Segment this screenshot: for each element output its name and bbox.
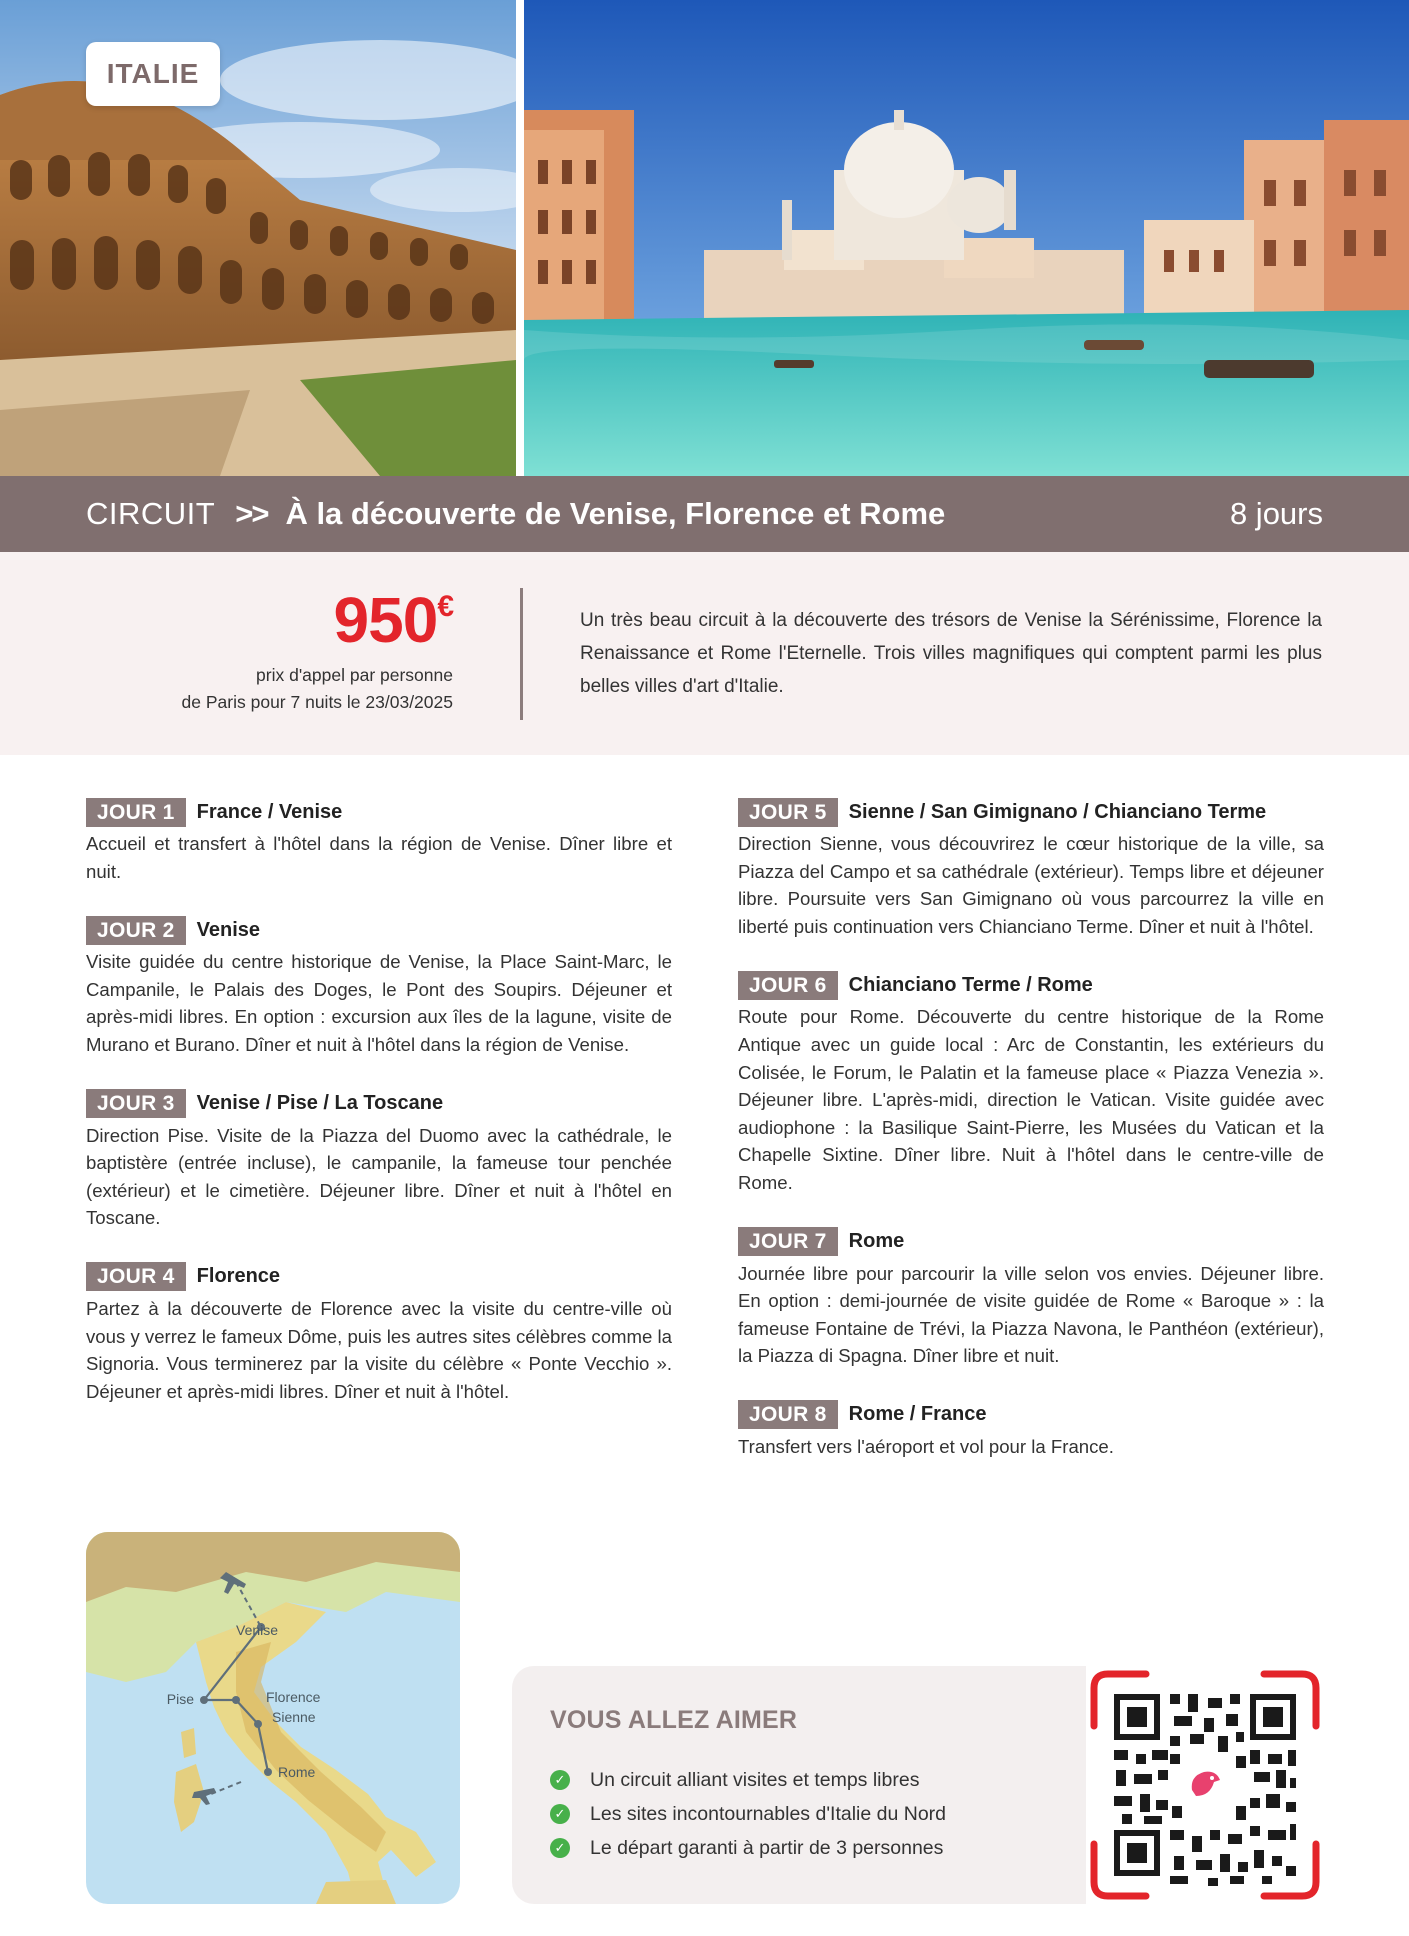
day-text: Direction Sienne, vous découvrirez le cœur historique de la ville, sa Piazza del Campo et sa cathédrale (extérieur). Temps libre et déjeuner libre. Poursuite vers San Gimignano où vous parcourrez la ville en liberté puis continuation vers Chianciano Terme. Dîner et nuit à l'hôtel. (738, 833, 1324, 937)
price-note-line1: prix d'appel par personne (256, 665, 453, 685)
route-map (86, 1532, 460, 1904)
highlight-item (550, 1797, 1092, 1831)
check-icon: ✓ (550, 1804, 570, 1824)
price-block (181, 584, 453, 716)
hero-photos (0, 0, 1409, 476)
colosseum-illustration (0, 0, 516, 476)
highlight-text: Les sites incontournables d'Italie du Nord (590, 1802, 947, 1825)
itinerary-left-column (86, 797, 672, 1435)
day-title: Sienne / San Gimignano / Chianciano Terme (848, 800, 1267, 823)
day-badge: JOUR 6 (738, 971, 838, 1000)
day-text: Journée libre pour parcourir la ville selon vos envies. Déjeuner libre. En option : demi-journée de visite guidée de Rome « Baroque » : la fameuse Fontaine de Trévi, la Piazza Navona, le Panthéon (extérieur), la Piazza di Spagna. Dîner libre et nuit. (738, 1262, 1324, 1367)
day-title: Rome / France (848, 1403, 987, 1426)
day-badge: JOUR 4 (86, 1262, 186, 1291)
highlight-text: Un circuit alliant visites et temps libres (590, 1768, 920, 1791)
day-4 (86, 1262, 672, 1405)
day-title: France / Venise (196, 800, 343, 823)
day-title: Venise (196, 918, 261, 941)
day-6 (738, 970, 1324, 1196)
day-text: Route pour Rome. Découverte du centre historique de la Rome Antique avec un guide local : Arc de Constantin, les extérieurs du Colisée, le Forum, le Palatin et la fameuse place « Piazza Venezia ». Déjeuner libre. L'après-midi, direction le Vatican. Visite guidée avec audiophone : la Basilique Saint-Pierre, les Musées du Vatican et la Chapelle Sixtine. Dîner libre. Nuit à l'hôtel dans le centre-ville de Rome. (738, 1006, 1324, 1193)
price-note (182, 662, 453, 716)
map-label-venise: Venise (236, 1622, 279, 1638)
qr-code-icon[interactable] (1086, 1666, 1324, 1904)
divider (520, 588, 523, 720)
day-1 (86, 797, 672, 885)
day-text: Direction Pise. Visite de la Piazza del Duomo avec la cathédrale, le baptistère (entrée incluse), le campanile, la fameuse tour penchée (extérieur) et le cimetière. Déjeuner libre. Dîner et nuit à l'hôtel en Toscane. (86, 1124, 672, 1229)
venice-photo (524, 0, 1409, 476)
day-badge: JOUR 2 (86, 916, 186, 945)
day-badge: JOUR 1 (86, 798, 186, 827)
trip-duration: 8 jours (1229, 496, 1323, 531)
price-currency: € (437, 590, 453, 623)
price-amount: 950 (333, 584, 438, 656)
day-5 (738, 797, 1324, 940)
itinerary-right-column (738, 797, 1324, 1491)
day-text: Visite guidée du centre historique de Venise, la Place Saint-Marc, le Campanile, le Palais des Doges, le Pont des Soupirs. Déjeuner et après-midi libres. En option : excursion aux îles de la lagune, visite de Murano et Burano. Dîner et nuit à l'hôtel dans la région de Venise. (86, 951, 672, 1055)
day-text: Transfert vers l'aéroport et vol pour la France. (738, 1435, 1114, 1457)
day-title: Rome (848, 1230, 905, 1253)
day-text: Partez à la découverte de Florence avec la visite du centre-ville où vous y verrez le fameux Dôme, puis les autres sites célèbres comme la Signoria. Vous terminerez par la visite du célèbre « Ponte Vecchio ». Déjeuner et après-midi libres. Dîner et nuit à l'hôtel. (86, 1297, 672, 1402)
colosseum-photo (0, 0, 516, 476)
map-label-florence: Florence (266, 1689, 321, 1705)
day-title: Venise / Pise / La Toscane (196, 1092, 444, 1115)
day-badge: JOUR 8 (738, 1400, 838, 1429)
country-badge: ITALIE (86, 42, 220, 106)
day-2 (86, 915, 672, 1058)
double-chevron-icon: >> (235, 496, 268, 531)
circuit-label: CIRCUIT (86, 496, 216, 531)
check-icon: ✓ (550, 1838, 570, 1858)
day-title: Chianciano Terme / Rome (848, 973, 1093, 996)
highlight-item (550, 1831, 1092, 1865)
price-note-line2: de Paris pour 7 nuits le 23/03/2025 (181, 692, 453, 712)
map-label-pise: Pise (166, 1691, 194, 1707)
italy-map (86, 1532, 460, 1904)
day-badge: JOUR 5 (738, 798, 838, 827)
day-badge: JOUR 7 (738, 1227, 838, 1256)
day-text: Accueil et transfert à l'hôtel dans la région de Venise. Dîner libre et nuit. (86, 833, 672, 882)
check-icon: ✓ (550, 1770, 570, 1790)
qr-code[interactable] (1086, 1666, 1324, 1904)
highlights-box (512, 1666, 1092, 1904)
map-label-rome: Rome (278, 1764, 316, 1780)
map-label-sienne: Sienne (272, 1709, 316, 1725)
trip-title: À la découverte de Venise, Florence et Rome (285, 496, 946, 531)
day-3 (86, 1089, 672, 1232)
title-bar (0, 476, 1409, 552)
price (182, 584, 453, 656)
day-7 (738, 1227, 1324, 1370)
highlight-text: Le départ garanti à partir de 3 personnes (590, 1836, 944, 1859)
price-band (0, 552, 1409, 755)
highlight-item (550, 1763, 1092, 1797)
venice-illustration (524, 0, 1409, 476)
day-8 (738, 1400, 1324, 1461)
highlights-title: VOUS ALLEZ AIMER (550, 1706, 798, 1734)
day-title: Florence (196, 1265, 281, 1288)
day-badge: JOUR 3 (86, 1089, 186, 1118)
intro-text: Un très beau circuit à la découverte des trésors de Venise la Sérénissime, Florence la Renaissance et Rome l'Eternelle. Trois villes magnifiques qui comptent parmi les plus belles villes d'art d'Italie. (580, 610, 1322, 697)
